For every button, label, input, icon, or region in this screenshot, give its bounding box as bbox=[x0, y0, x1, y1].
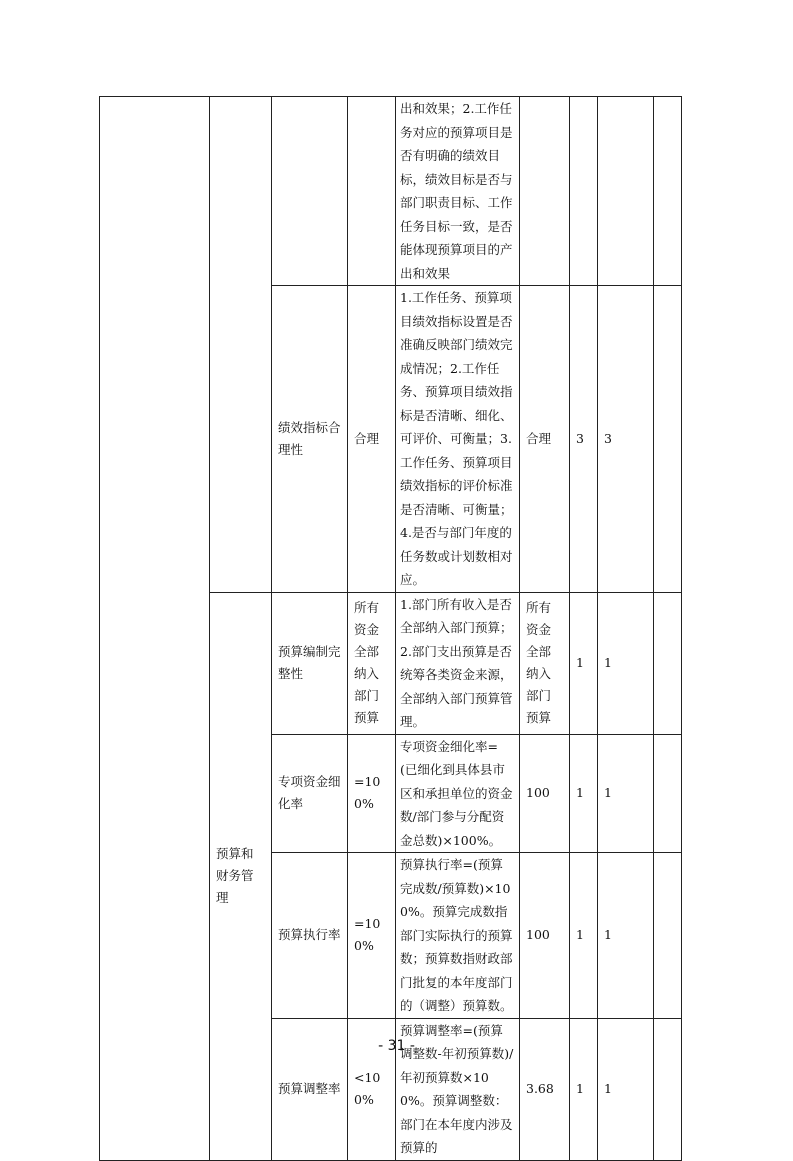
note-cell bbox=[654, 853, 682, 1019]
actual-value-cell: 100 bbox=[520, 853, 570, 1019]
standard-cell: =100% bbox=[348, 734, 396, 853]
indicator-name-cell: 预算调整率 bbox=[272, 1018, 348, 1160]
score-cell: 1 bbox=[598, 1018, 654, 1160]
note-cell bbox=[654, 734, 682, 853]
actual-value-cell: 合理 bbox=[520, 286, 570, 593]
score-cell bbox=[598, 97, 654, 286]
description-cell: 1.工作任务、预算项目绩效指标设置是否准确反映部门绩效完成情况；2.工作任务、预算项目绩效指标是否清晰、细化、可评价、可衡量；3.工作任务、预算项目绩效指标的评价标准是否清晰、可衡量；4.是否与部门年度的任务数或计划数相对应。 bbox=[396, 286, 520, 593]
actual-value-cell: 100 bbox=[520, 734, 570, 853]
note-cell bbox=[654, 286, 682, 593]
indicator-name-cell: 预算编制完整性 bbox=[272, 592, 348, 734]
weight-cell: 1 bbox=[570, 592, 598, 734]
page-number: - 31 - bbox=[378, 1038, 415, 1054]
note-cell bbox=[654, 592, 682, 734]
score-cell: 1 bbox=[598, 853, 654, 1019]
evaluation-table bbox=[99, 96, 682, 1161]
actual-value-cell: 3.68 bbox=[520, 1018, 570, 1160]
indicator-name-cell bbox=[272, 97, 348, 286]
group-label-cell: 预算和财务管理 bbox=[210, 592, 272, 1160]
weight-cell: 1 bbox=[570, 734, 598, 853]
score-cell: 3 bbox=[598, 286, 654, 593]
level2-cell bbox=[210, 97, 272, 593]
indicator-name-cell: 绩效指标合理性 bbox=[272, 286, 348, 593]
weight-cell: 1 bbox=[570, 853, 598, 1019]
standard-cell: =100% bbox=[348, 853, 396, 1019]
standard-cell: 所有资金全部纳入部门预算 bbox=[348, 592, 396, 734]
standard-cell bbox=[348, 97, 396, 286]
weight-cell bbox=[570, 97, 598, 286]
note-cell bbox=[654, 97, 682, 286]
level1-cell bbox=[100, 97, 210, 1161]
description-cell: 预算调整率=(预算调整数-年初预算数)/年初预算数×100%。预算调整数：部门在本年度内涉及预算的 bbox=[396, 1018, 520, 1160]
description-cell: 出和效果；2.工作任务对应的预算项目是否有明确的绩效目标，绩效目标是否与部门职责目标、工作任务目标一致，是否能体现预算项目的产出和效果 bbox=[396, 97, 520, 286]
description-cell: 预算执行率=(预算完成数/预算数)×100%。预算完成数指部门实际执行的预算数；预算数指财政部门批复的本年度部门的（调整）预算数。 bbox=[396, 853, 520, 1019]
standard-cell: <100% bbox=[348, 1018, 396, 1160]
indicator-name-cell: 预算执行率 bbox=[272, 853, 348, 1019]
weight-cell: 3 bbox=[570, 286, 598, 593]
description-cell: 专项资金细化率=(已细化到具体县市区和承担单位的资金数/部门参与分配资金总数)×100%。 bbox=[396, 734, 520, 853]
description-cell: 1.部门所有收入是否全部纳入部门预算；2.部门支出预算是否统筹各类资金来源，全部纳入部门预算管理。 bbox=[396, 592, 520, 734]
standard-cell: 合理 bbox=[348, 286, 396, 593]
actual-value-cell bbox=[520, 97, 570, 286]
score-cell: 1 bbox=[598, 592, 654, 734]
table-row bbox=[100, 97, 682, 286]
indicator-name-cell: 专项资金细化率 bbox=[272, 734, 348, 853]
score-cell: 1 bbox=[598, 734, 654, 853]
weight-cell: 1 bbox=[570, 1018, 598, 1160]
actual-value-cell: 所有资金全部纳入部门预算 bbox=[520, 592, 570, 734]
